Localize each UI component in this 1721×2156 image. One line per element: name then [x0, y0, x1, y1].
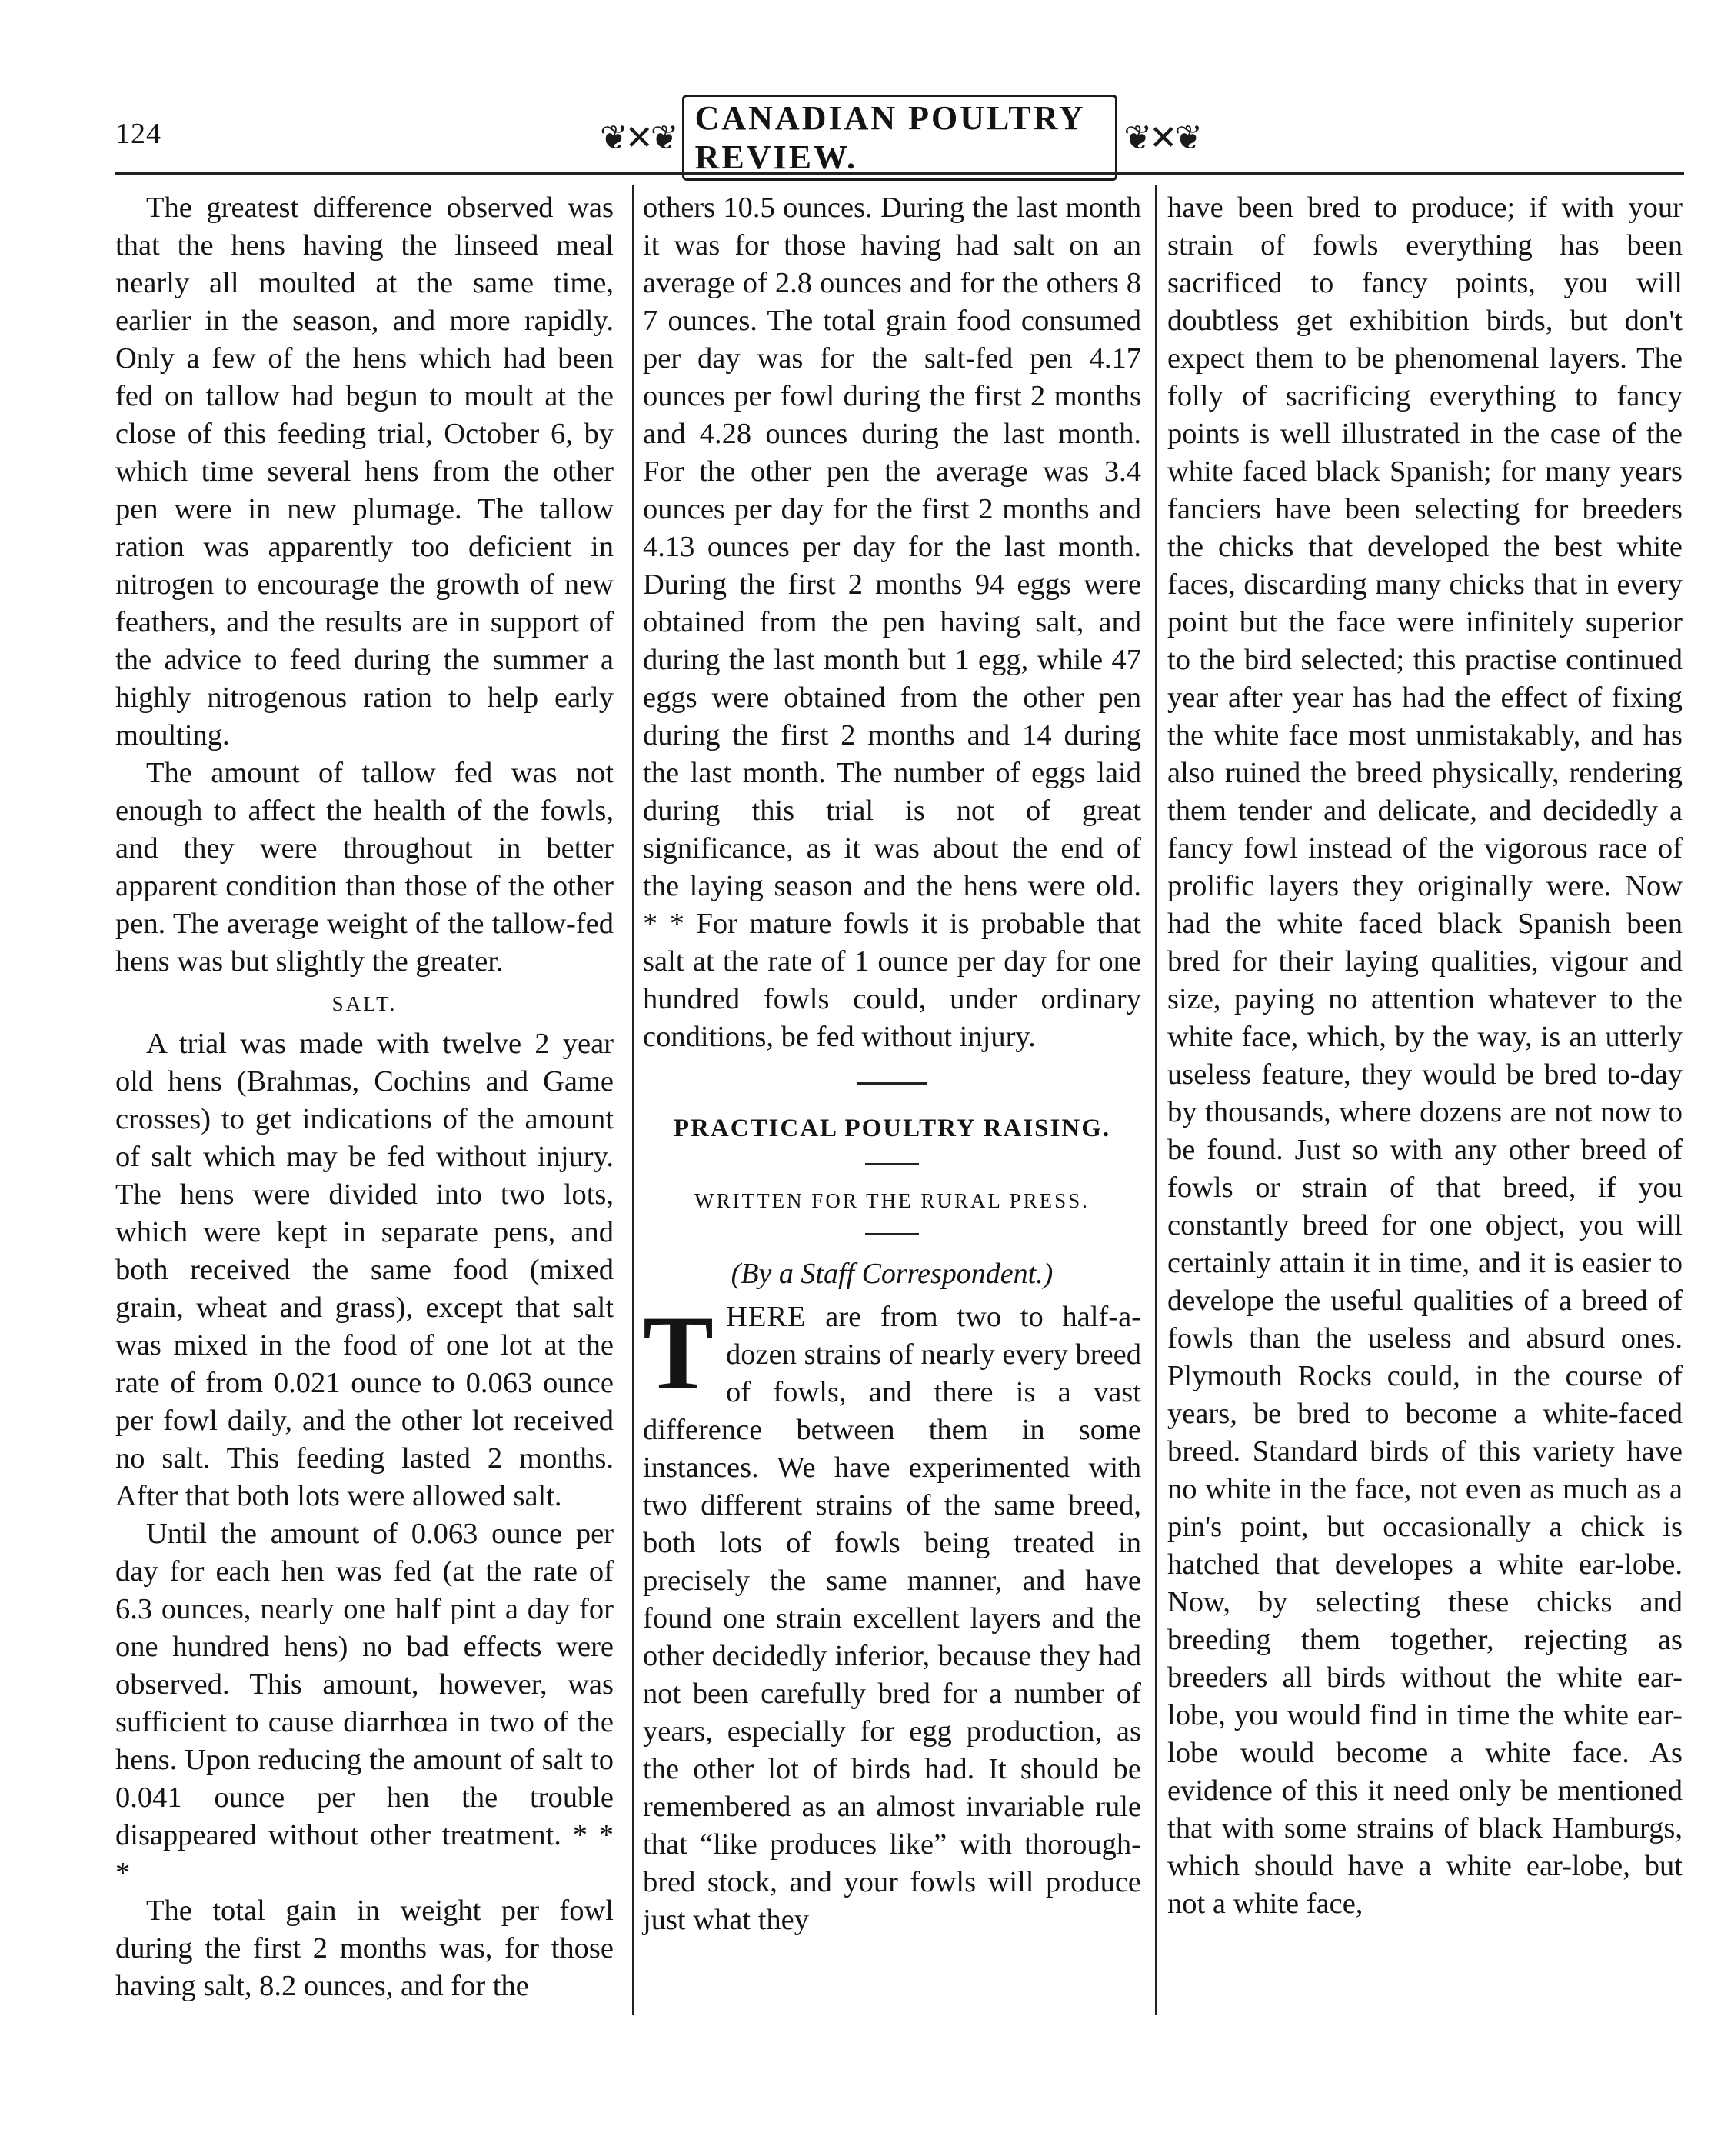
- byline: (By a Staff Correspondent.): [731, 1258, 1054, 1290]
- ornament-left-icon: ❦✕❦: [600, 118, 676, 157]
- paragraph: A trial was made with twelve 2 year old hens (Brahmas, Cochins and Game crosses) to get indications of the amount of salt which may be fed without injury. The hens were divided into two lots, which were kept in separate pens, and both received the same food (mixed grain, wheat and grass), except that salt was mixed in the food of one lot at the rate of from 0.021 ounce to 0.063 ounce per fowl daily, and the other lot received no salt. This feeding lasted 2 months. After that both lots were allowed salt.: [115, 1028, 614, 1512]
- paragraph: Until the amount of 0.063 ounce per day for each hen was fed (at the rate of 6.3 ounces, nearly one half pint a day for one hundred hens) no bad effects were observed. This amount, however, was sufficient to cause diarrhœa in two of the hens. Upon reducing the amount of salt to 0.041 ounce per hen the trouble disappeared without other treatment. * * *: [115, 1518, 614, 1889]
- masthead: [600, 99, 1200, 176]
- divider: [857, 1082, 927, 1085]
- paragraph: others 10.5 ounces. During the last month it was for those having had salt on an average of 2.8 ounces and for the others 8 7 ounces. The total grain food consumed per day was for the salt-fed pen 4.17 ounces per fowl during the first 2 months and 4.28 ounces during the last month. For the other pen the average was 3.4 ounces per day for the first 2 months and 4.13 ounces per day for the last month. During the first 2 months 94 eggs were obtained from the pen having salt, and during the last month but 1 egg, while 47 eggs were obtained from the other pen during the first 2 months and 14 during the last month. The number of eggs laid during this trial is not of great significance, as it was about the end of the laying season and the hens were old. * * For mature fowls it is probable that salt at the rate of 1 ounce per day for one hundred fowls could, under ordinary conditions, be fed without injury.: [643, 192, 1141, 1053]
- divider: [865, 1163, 919, 1165]
- article-body: [643, 1294, 1141, 1939]
- column-3: [1167, 189, 1683, 1923]
- dropcap-word: HERE: [726, 1301, 807, 1333]
- paragraph: The total gain in weight per fowl during the first 2 months was, for those having salt, 8.2 ounces, and for the: [115, 1894, 614, 2002]
- article-title: PRACTICAL POULTRY RAISING.: [673, 1115, 1111, 1142]
- column-1: [115, 189, 614, 2005]
- ornament-right-icon: ❦✕❦: [1123, 118, 1200, 157]
- page-number: 124: [115, 118, 161, 150]
- paragraph: have been bred to produce; if with your strain of fowls everything has been sacrificed to fancy points, you will doubtless get exhibition birds, but don't expect them to be phenomenal layers. The folly of sacrificing everything to fancy points is well illustrated in the case of the white faced black Spanish; for many years fanciers have been selecting for breeders the chicks that developed the best white faces, discarding many chicks that in every point but the face were infinitely superior to the bird selected; this practise continued year after year has had the effect of fixing the white face most unmistakably, and has also ruined the breed physically, rendering them tender and delicate, and decidedly a fancy fowl instead of the vigorous race of prolific layers they originally were. Now had the white faced black Spanish been bred for their laying qualities, vigour and size, paying no attention whatever to the white face, which, by the way, is an utterly useless feature, they would be bred to-day by thousands, where dozens are not now to be found. Just so with any other breed of fowls or strain of that breed, if you constantly breed for one object, you will certainly attain it in time, and it is easier to develope the useful qualities of a breed of fowls than the useless and absurd ones. Plymouth Rocks could, in the course of years, be bred to become a white-faced breed. Standard birds of this variety have no white in the face, not even as much as a pin's point, but occasionally a chick is hatched that developes a white ear-lobe. Now, by selecting these chicks and breeding them together, rejecting as breeders all birds without the white ear-lobe, you would find in time the white ear-lobe would become a white face. As evidence of this it need only be mentioned that with some strains of black Hamburgs, which should have a white ear-lobe, but not a white face,: [1167, 192, 1683, 1920]
- header-rule: [115, 172, 1684, 175]
- column-2: [643, 189, 1141, 1939]
- paragraph: The amount of tallow fed was not enough to affect the health of the fowls, and they were throughout in better apparent condition than those of the other pen. The average weight of the tallow-fed hens was but slightly the greater.: [115, 757, 614, 978]
- article-body-text: are from two to half-a-dozen strains of nearly every breed of fowls, and there is a vast difference between them in some instances. We have experimented with two different strains of the same breed, both lots of fowls being treated in precisely the same manner, and have found one strain excellent layers and the other decidedly inferior, because they had not been carefully bred for a number of years, especially for egg production, as the other lot of birds had. It should be remembered as an almost invariable rule that “like produces like” with thorough-bred stock, and your fowls will produce just what they: [643, 1301, 1141, 1936]
- section-heading: SALT.: [331, 992, 398, 1015]
- drop-cap: T: [643, 1294, 714, 1411]
- divider: [865, 1233, 919, 1235]
- paragraph: The greatest difference observed was that the hens having the linseed meal nearly all moulted at the same time, earlier in the season, and more rapidly. Only a few of the hens which had been fed on tallow had begun to moult at the close of this feeding trial, October 6, by which time several hens from the other pen were in new plumage. The tallow ration was apparently too deficient in nitrogen to encourage the growth of new feathers, and the results are in support of the advice to feed during the summer a highly nitrogenous ration to help early moulting.: [115, 192, 614, 751]
- masthead-title: CANADIAN POULTRY REVIEW.: [682, 95, 1118, 181]
- column-rule-right: [1155, 185, 1157, 2015]
- column-rule-left: [632, 185, 634, 2015]
- article-subtitle: WRITTEN FOR THE RURAL PRESS.: [694, 1189, 1090, 1212]
